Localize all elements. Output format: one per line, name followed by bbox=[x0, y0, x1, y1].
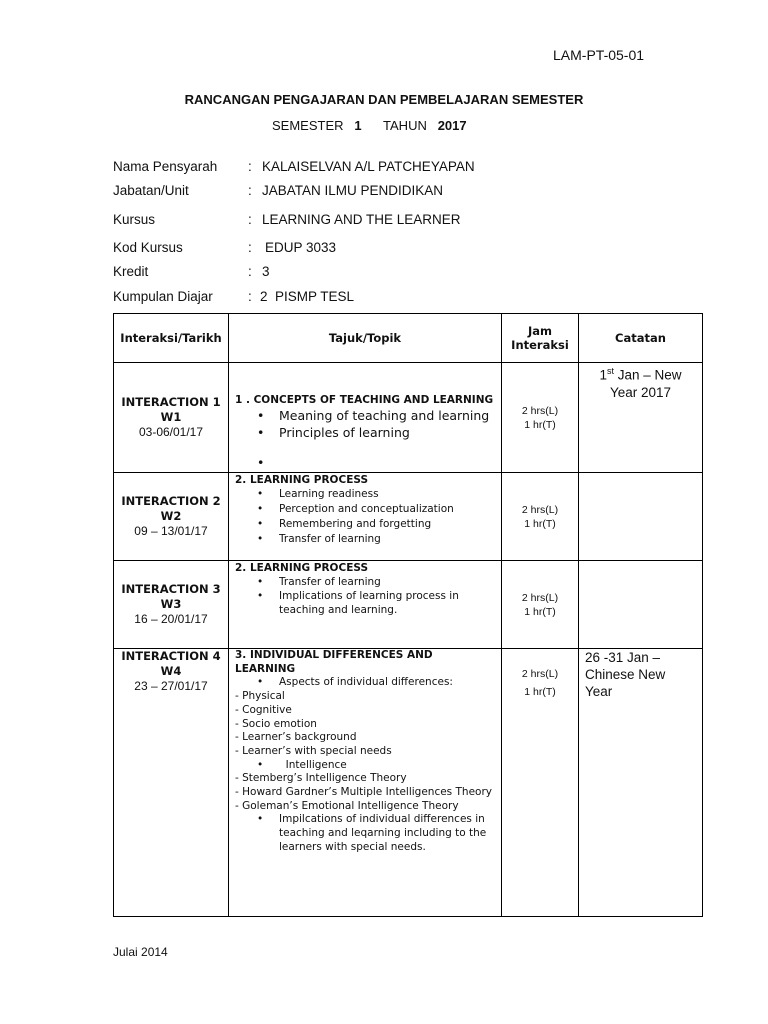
interaction-name: INTERACTION 2 bbox=[121, 494, 221, 508]
note-day: 1 bbox=[599, 367, 607, 383]
hours-tutorial: 1 hr(T) bbox=[524, 517, 556, 530]
list-item: - Socio emotion bbox=[235, 717, 317, 730]
info-colon: : bbox=[248, 264, 252, 279]
note-cell bbox=[579, 561, 703, 649]
info-value-course: LEARNING AND THE LEARNER bbox=[262, 212, 461, 227]
semester-label: SEMESTER bbox=[272, 118, 344, 133]
header-hours bbox=[502, 314, 579, 363]
topic-title: 2. LEARNING PROCESS bbox=[235, 474, 369, 486]
hours-cell bbox=[502, 649, 579, 917]
year-value: 2017 bbox=[437, 118, 467, 133]
hours-cell bbox=[502, 473, 579, 561]
year-label: TAHUN bbox=[383, 118, 427, 133]
info-label-course: Kursus bbox=[113, 212, 156, 227]
info-colon: : bbox=[248, 240, 252, 255]
topic-list bbox=[235, 407, 495, 441]
info-value-lecturer: KALAISELVAN A/L PATCHEYAPAN bbox=[262, 159, 475, 174]
document-code: LAM-PT-05-01 bbox=[553, 47, 645, 63]
note-text: 26 -31 Jan – Chinese New Year bbox=[585, 650, 666, 699]
list-item: - Howard Gardner’s Multiple Intelligences Theory bbox=[235, 786, 492, 799]
document-title: RANCANGAN PENGAJARAN DAN PEMBELAJARAN SEMESTER bbox=[184, 92, 584, 107]
interaction-week: W2 bbox=[160, 509, 182, 523]
interaction-name: INTERACTION 4 bbox=[121, 649, 221, 663]
hours-lecture: 2 hrs(L) bbox=[521, 503, 559, 516]
topic-title: 3. INDIVIDUAL DIFFERENCES AND LEARNING bbox=[235, 649, 433, 675]
topic-list bbox=[235, 813, 495, 854]
info-label-department: Jabatan/Unit bbox=[113, 183, 189, 198]
table-row bbox=[114, 649, 703, 917]
hours-tutorial: 1 hr(T) bbox=[524, 686, 556, 698]
interaction-week: W3 bbox=[160, 597, 182, 611]
info-label-credit: Kredit bbox=[113, 264, 149, 279]
interaction-name: INTERACTION 1 bbox=[121, 395, 221, 409]
interaction-cell bbox=[114, 473, 229, 561]
note-superscript: st bbox=[606, 366, 614, 376]
list-item: • Intelligence bbox=[279, 759, 495, 773]
topic-list bbox=[235, 676, 495, 690]
list-item: • Transfer of learning bbox=[279, 532, 495, 547]
info-colon: : bbox=[248, 212, 252, 227]
hours-lecture: 2 hrs(L) bbox=[521, 591, 559, 604]
info-value-course-code: EDUP 3033 bbox=[265, 240, 337, 255]
table-row bbox=[114, 363, 703, 473]
list-item: • Learning readiness bbox=[279, 487, 495, 502]
info-value-credit: 3 bbox=[262, 264, 270, 279]
interaction-name: INTERACTION 3 bbox=[121, 582, 221, 596]
info-label-lecturer: Nama Pensyarah bbox=[113, 159, 218, 174]
note-text: Jan – New Year 2017 bbox=[609, 367, 682, 400]
topic-title: 2. LEARNING PROCESS bbox=[235, 562, 369, 574]
header-hours-line1: Jam bbox=[527, 324, 553, 338]
topic-title: 1 . CONCEPTS OF TEACHING AND LEARNING bbox=[235, 394, 494, 406]
interaction-week: W1 bbox=[160, 410, 182, 424]
interaction-date: 23 – 27/01/17 bbox=[134, 679, 208, 693]
list-item: • Remembering and forgetting bbox=[279, 517, 495, 532]
interaction-date: 09 – 13/01/17 bbox=[134, 524, 208, 538]
hours-tutorial: 1 hr(T) bbox=[524, 418, 556, 431]
table-row bbox=[114, 561, 703, 649]
topic-list bbox=[235, 759, 495, 773]
interaction-cell bbox=[114, 561, 229, 649]
list-item: • Principles of learning bbox=[279, 424, 495, 441]
info-colon: : bbox=[248, 159, 252, 174]
interaction-cell bbox=[114, 363, 229, 473]
interaction-cell bbox=[114, 649, 229, 917]
topic-cell bbox=[229, 363, 502, 473]
interaction-date: 16 – 20/01/17 bbox=[134, 612, 208, 626]
list-item: • Aspects of individual differences: bbox=[279, 676, 495, 690]
info-value-department: JABATAN ILMU PENDIDIKAN bbox=[262, 183, 444, 198]
list-item: - Goleman’s Emotional Intelligence Theory bbox=[235, 799, 459, 812]
header-notes: Catatan bbox=[579, 314, 703, 363]
interaction-week: W4 bbox=[160, 664, 182, 678]
semester-value: 1 bbox=[354, 118, 362, 133]
schedule-table bbox=[113, 313, 703, 917]
note-cell bbox=[579, 473, 703, 561]
note-cell bbox=[579, 649, 703, 917]
list-item: - Learner’s background bbox=[235, 731, 357, 744]
info-colon: : bbox=[248, 289, 252, 304]
info-label-group: Kumpulan Diajar bbox=[113, 289, 213, 304]
info-value-group: 2 PISMP TESL bbox=[260, 289, 355, 304]
list-item: • Implications of learning process in teaching and learning. bbox=[279, 589, 495, 617]
table-header-row bbox=[114, 314, 703, 363]
interaction-date: 03-06/01/17 bbox=[138, 425, 204, 439]
note-cell bbox=[579, 363, 703, 473]
hours-lecture: 2 hrs(L) bbox=[521, 404, 559, 417]
hours-lecture: 2 hrs(L) bbox=[521, 668, 559, 680]
header-interaction-date: Interaksi/Tarikh bbox=[114, 314, 229, 363]
header-topic: Tajuk/Topik bbox=[229, 314, 502, 363]
topic-list bbox=[235, 575, 495, 617]
footer-date: Julai 2014 bbox=[113, 945, 168, 959]
semester-line bbox=[272, 118, 467, 133]
hours-tutorial: 1 hr(T) bbox=[524, 605, 556, 618]
info-colon: : bbox=[248, 183, 252, 198]
topic-cell bbox=[229, 473, 502, 561]
info-label-course-code: Kod Kursus bbox=[113, 240, 183, 255]
hours-cell bbox=[502, 363, 579, 473]
list-item: • Perception and conceptualization bbox=[279, 502, 495, 517]
list-item: - Cognitive bbox=[235, 703, 292, 716]
topic-list bbox=[235, 487, 495, 547]
list-item: • Meaning of teaching and learning bbox=[279, 407, 495, 424]
list-item: • Transfer of learning bbox=[279, 575, 495, 589]
list-item: • Impilcations of individual differences in teaching and leqarning including to the learners with special needs. bbox=[279, 813, 495, 854]
header-hours-line2: Interaksi bbox=[511, 338, 569, 352]
hours-cell bbox=[502, 561, 579, 649]
topic-cell bbox=[229, 561, 502, 649]
list-item: - Physical bbox=[235, 690, 285, 703]
list-item: - Learner’s with special needs bbox=[235, 744, 392, 757]
list-item: - Stemberg’s Intelligence Theory bbox=[235, 772, 407, 785]
topic-cell bbox=[229, 649, 502, 917]
table-row bbox=[114, 473, 703, 561]
